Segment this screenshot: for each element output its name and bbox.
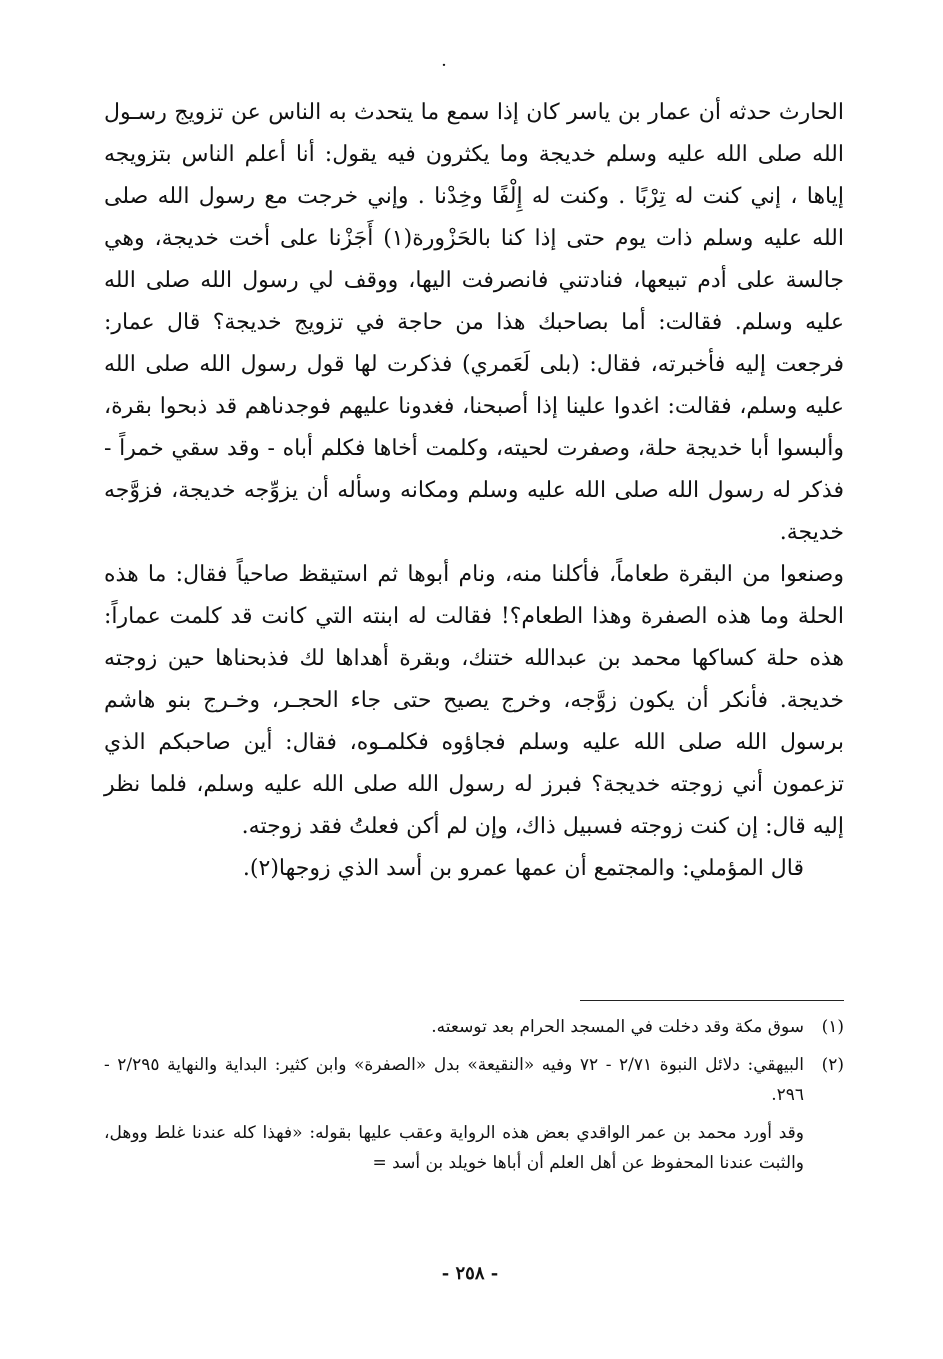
footnote-2-text: البيهقي: دلائل النبوة ٢/٧١ - ٧٢ وفيه «النقيعة» بدل «الصفرة» وابن كثير: البداية والنهاية ٢/٢٩٥ - ٢٩٦. bbox=[104, 1055, 804, 1105]
main-text bbox=[104, 92, 844, 890]
footnote-2 bbox=[104, 1050, 844, 1110]
footnote-2-number: (٢) bbox=[821, 1055, 844, 1075]
paragraph-3: قال المؤملي: والمجتمع أن عمها عمرو بن أسد الذي زوجها(٢). bbox=[242, 856, 804, 881]
footnote-1-number: (١) bbox=[821, 1017, 844, 1037]
paragraph-1: الحارث حدثه أن عمار بن ياسر كان إذا سمع ما يتحدث به الناس عن تزويج رسـول الله صلى الله عليه وسلم خديجة وما يكثرون فيه يقول: أنا أعلم الناس بتزويجه إياها ، إني كنت له تِرْبًا . وكنت له إِلْفًا وخِدْنا . وإني خرجت مع رسول الله صلى الله عليه وسلم ذات يوم حتى إذا كنا بالحَزْورة(١) أَجَزْنا على أخت خديجة، وهي جالسة على أدم تبيعها، فنادتني فانصرفت اليها، ووقف لي رسول الله صلى الله عليه وسلم. فقالت: أما بصاحبك هذا من حاجة في تزويج خديجة؟ قال عمار: فرجعت إليه فأخبرته، فقال: (بلى لَعَمري) فذكرت لها قول رسول الله صلى الله عليه وسلم، فقالت: اغدوا علينا إذا أصبحنا، فغدونا عليهم فوجدناهم قد ذبحوا بقرة، وألبسوا أبا خديجة حلة، وصفرت لحيته، وكلمت أخاها فكلم أباه - وقد سقي خمراً - فذكر له رسول الله صلى الله عليه وسلم ومكانه وسأله أن يزوِّجه خديجة، فزوَّجه خديجة. bbox=[104, 100, 844, 545]
paragraph-2: وصنعوا من البقرة طعاماً، فأكلنا منه، ونام أبوها ثم استيقظ صاحياً فقال: ما هذه الحلة وما هذه الصفرة وهذا الطعام؟! فقالت له ابنته التي كانت قد كلمت عماراً: هذه حلة كساكها محمد بن عبدالله ختنك، وبقرة أهداها لك فذبحناها حين زوجته خديجة. فأنكر أن يكون زوَّجه، وخرج يصيح حتى جاء الحجـر، وخـرج بنو هاشم برسول الله صلى الله عليه وسلم فجاؤوه فكلمـوه، فقال: أين صاحبكم الذي تزعمون أني زوجته خديجة؟ فبرز له رسول الله صلى الله عليه وسلم، فلما نظر إليه قال: إن كنت زوجته فسبيل ذاك، وإن لم أكن فعلتُ فقد زوجته. bbox=[104, 562, 844, 839]
footnote-1 bbox=[104, 1012, 844, 1042]
top-mark: · bbox=[441, 55, 447, 76]
page-number: - ٢٥٨ - bbox=[441, 1263, 499, 1284]
footnote-2-continuation: وقد أورد محمد بن عمر الواقدي بعض هذه الرواية وعقب عليها بقوله: «فهذا كله عندنا غلط ووهل، والثبت عندنا المحفوظ عن أهل العلم أن أباها خويلد بن أسد = bbox=[104, 1123, 804, 1173]
footnote-1-text: سوق مكة وقد دخلت في المسجد الحرام بعد توسعته. bbox=[431, 1017, 804, 1037]
footnote-separator bbox=[580, 1000, 844, 1001]
footnotes bbox=[104, 1012, 844, 1178]
